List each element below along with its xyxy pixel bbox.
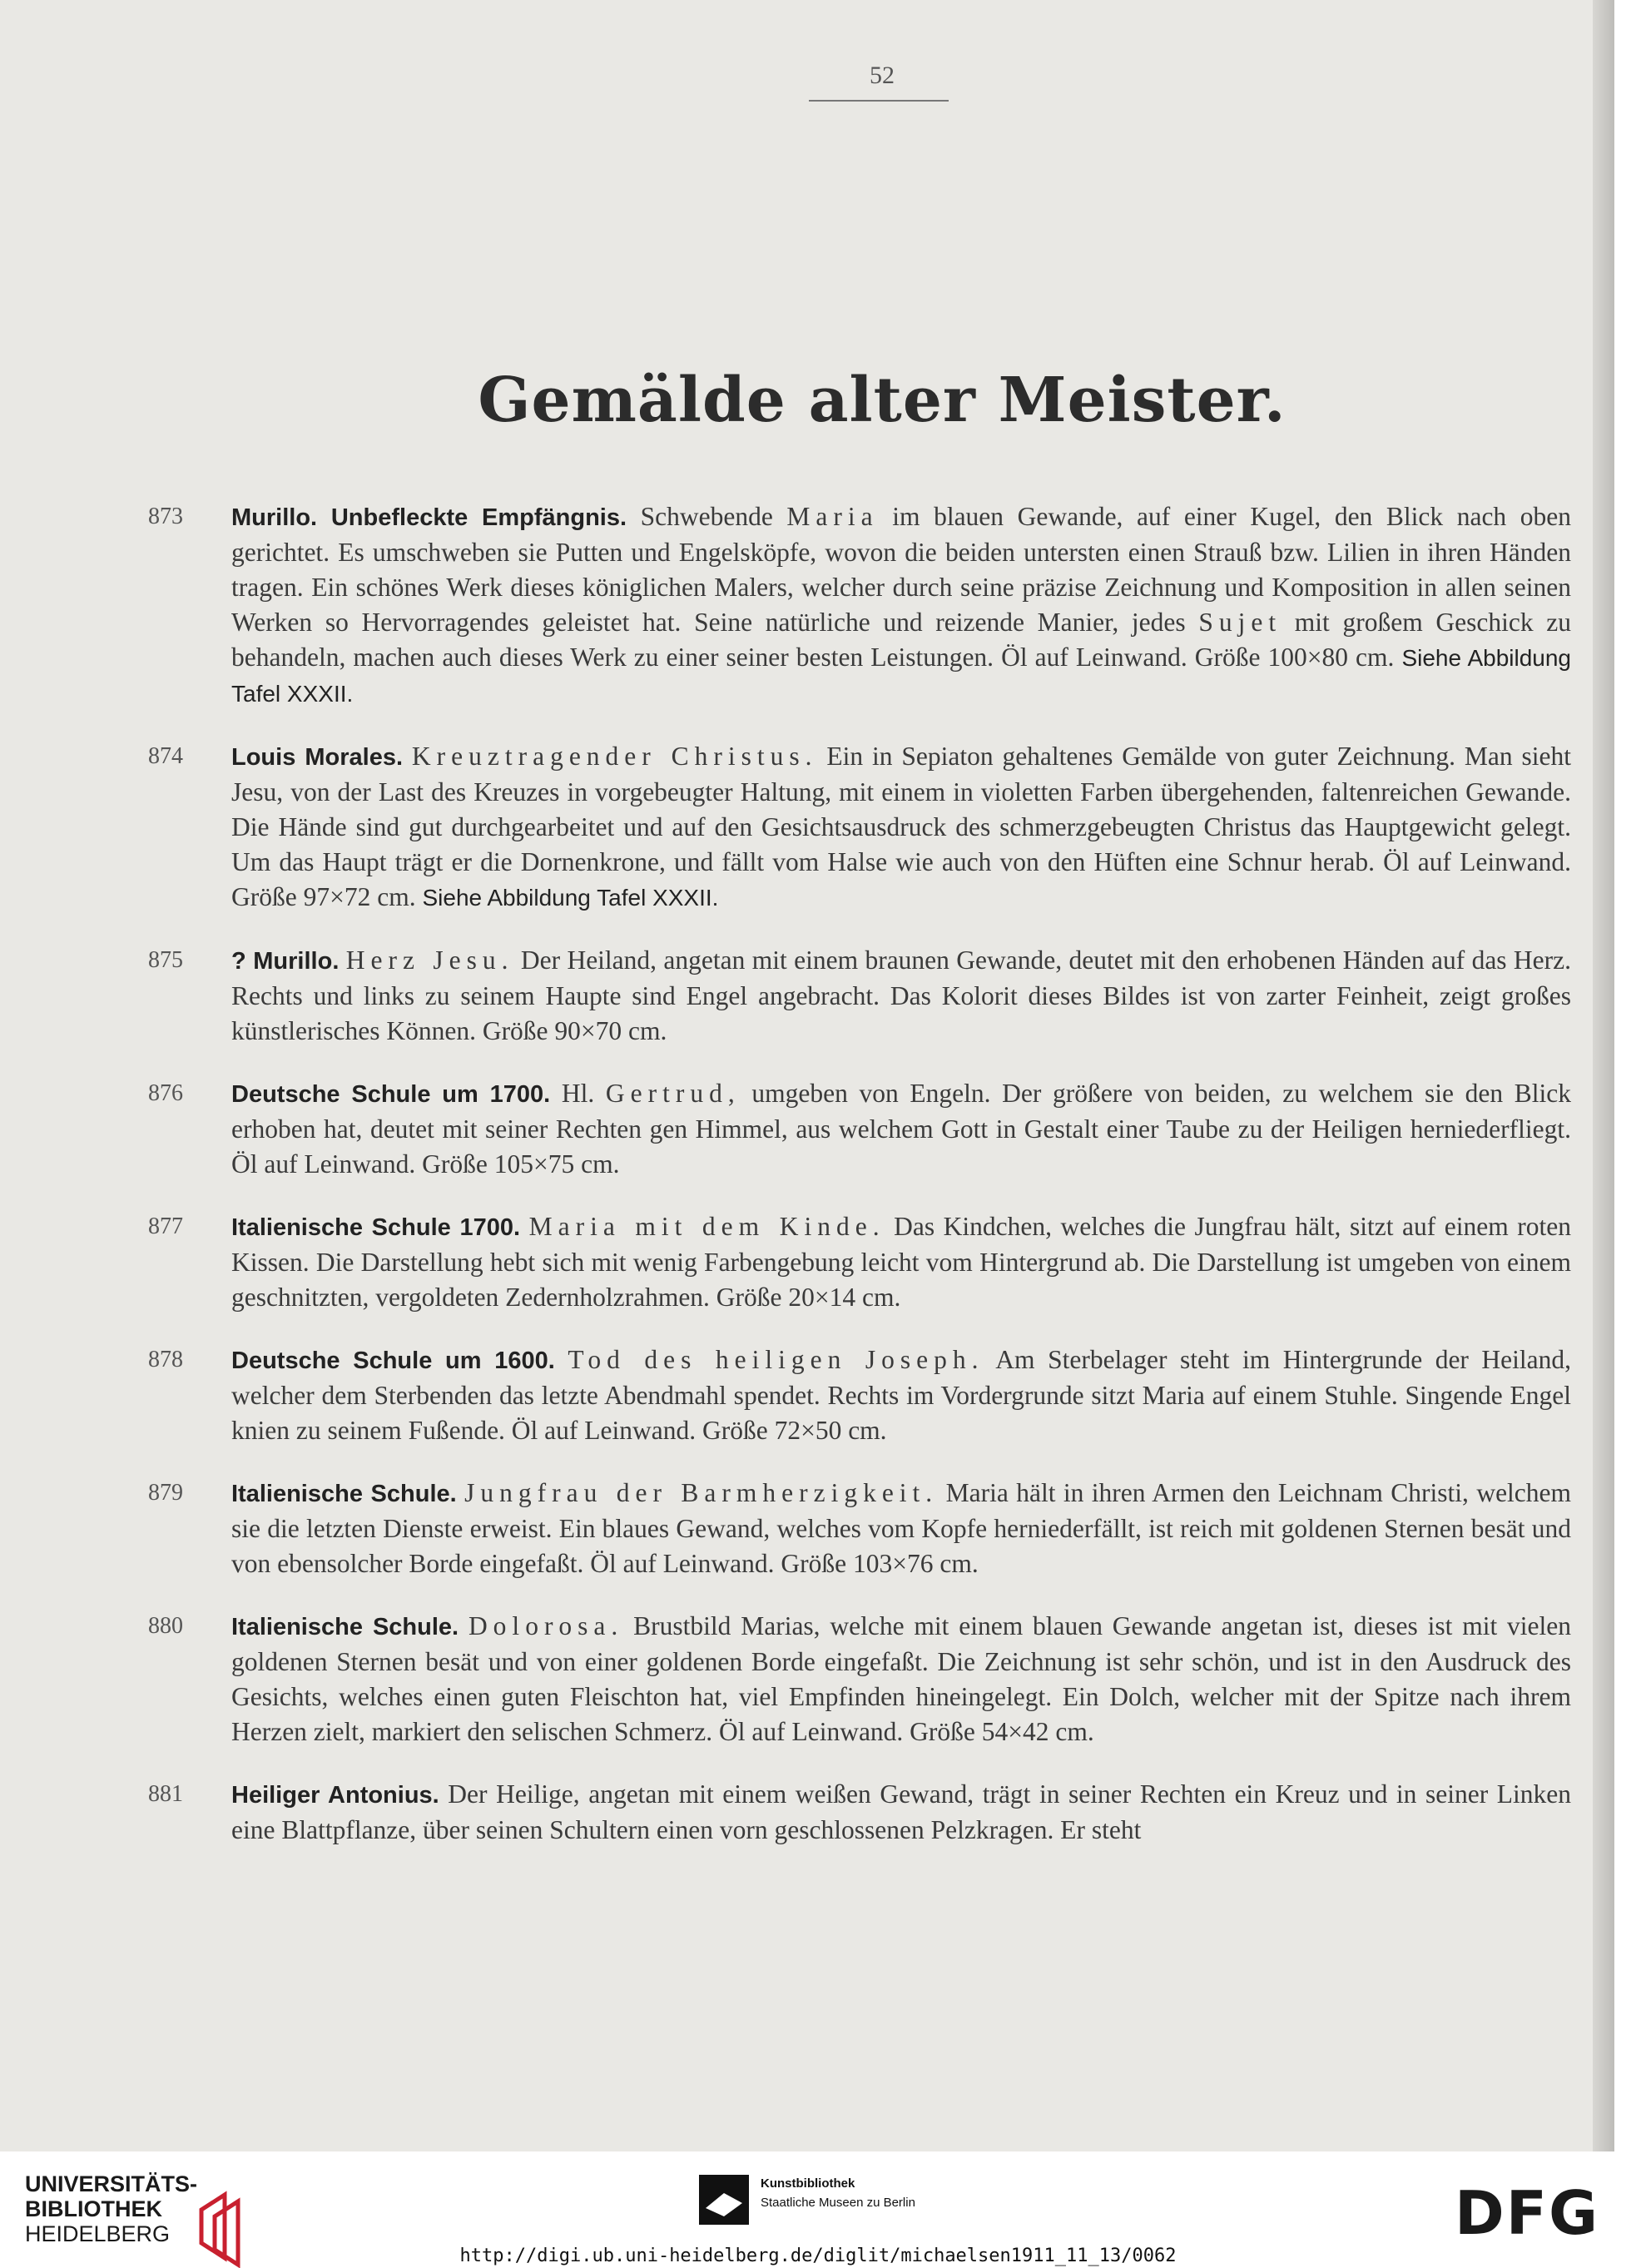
ub-logo-line: UNIVERSITÄTS- (25, 2171, 198, 2196)
entry-artist: Heiliger Antonius. (231, 1782, 439, 1809)
kunstbibliothek-subtitle: Staatliche Museen zu Berlin (761, 2196, 915, 2210)
entry-artist: Louis Morales. (231, 744, 404, 771)
entry-title: Maria mit dem Kinde. (528, 1212, 885, 1241)
page-number: 52 (870, 62, 895, 89)
catalogue-entry (148, 1476, 1571, 1581)
entry-text: Der Heilige, angetan mit einem weißen Gewand, trägt in seiner Rechten ein Kreuz und in seiner Linken eine Blattpflanze, über seinen Schultern einen vorn geschlossenen Pelzkragen. Er steht (231, 1779, 1571, 1844)
entry-title: Tod des heiligen Joseph. (568, 1345, 984, 1374)
entry-text: Brustbild Marias, welche mit einem blauen Gewande angetan ist, dieses ist mit vielen goldenen Sternen besät und von einer goldenen Borde eingefaßt. Die Zeichnung ist sehr schön, und ist in den Ausdruck des Gesichts, welches einen guten Fleischton hat, viel Empfinden hineingelegt. Ein Dolch, welcher mit der Spitze nach ihrem Herzen zielt, markiert den selischen Schmerz. Öl auf Leinwand. Größe 54×42 cm. (231, 1611, 1571, 1746)
entry-number: 874 (148, 743, 183, 769)
entry-number: 875 (148, 947, 183, 973)
entry-spaced-word: Sujet (1198, 608, 1282, 637)
entry-title: Jungfrau der Barmherzigkeit. (464, 1478, 939, 1507)
entry-title: Gertrud, (605, 1079, 741, 1108)
entry-text: umgeben von Engeln. Der größere von beiden, zu welchem sie den Blick erhoben hat, deutet mit seiner Rechten gen Himmel, aus welchem Gott in Gestalt einer Taube zu der Heiligen herniederfliegt. Öl auf Leinwand. Größe 105×75 cm. (231, 1079, 1572, 1179)
kunstbibliothek-mark-icon (699, 2175, 749, 2225)
entry-number: 879 (148, 1480, 183, 1506)
page-edge-shadow (1593, 0, 1614, 2151)
catalogue-entries (148, 499, 1571, 1875)
entry-title: Kreuztragender Christus. (411, 742, 818, 771)
entry-text: Ein in Sepiaton gehaltenes Gemälde von guter Zeichnung. Man sieht Jesu, von der Last des Kreuzes in vorgebeugter Haltung, mit einem in violetten Farben übergehenden, faltenreichen Gewande. Die Hände sind gut durchgearbeitet und auf den Gesichtsausdruck des schmerzgebeugten Christus das Hauptgewicht gelegt. Um das Haupt trägt er die Dornenkrone, und fällt vom Halse wie auch von den Hüften eine Schnur herab. Öl auf Leinwand. Größe 97×72 cm. (231, 742, 1571, 911)
catalogue-entry (148, 943, 1571, 1049)
catalogue-entry (148, 739, 1571, 916)
entry-number: 881 (148, 1781, 183, 1807)
dfg-logo[interactable]: DFG (1455, 2178, 1600, 2248)
entry-number: 877 (148, 1213, 183, 1239)
entry-reference: Siehe Abbildung Tafel XXXII. (231, 645, 1571, 707)
entry-text: Der Heiland, angetan mit einem braunen Gewande, deutet mit den erhobenen Händen auf das Herz. Rechts und links zu seinem Haupte sind Engel angebracht. Das Kolorit dieses Bildes ist von zarter Feinheit, zeigt großes künstlerisches Können. Größe 90×70 cm. (231, 945, 1572, 1045)
entry-title: Dolorosa. (468, 1611, 624, 1640)
entry-number: 878 (148, 1347, 183, 1372)
kunstbibliothek-title: Kunstbibliothek (761, 2176, 855, 2191)
entry-artist: ? Murillo. (231, 948, 340, 975)
entry-artist: Italienische Schule. (231, 1614, 459, 1640)
entry-spaced-word: Maria (786, 502, 879, 531)
entry-title: Herz Jesu. (345, 945, 514, 975)
ub-heidelberg-logo[interactable] (25, 2171, 197, 2246)
entry-artist: Italienische Schule 1700. (231, 1214, 521, 1241)
entry-number: 873 (148, 504, 183, 529)
ub-logo-line: BIBLIOTHEK (25, 2196, 162, 2221)
entry-text: Hl. (550, 1079, 606, 1108)
entry-text: im blauen Gewande, auf einer Kugel, den Blick nach oben gerichtet. Es umschweben sie Putten und Engelsköpfe, wovon die beiden untersten einen Strauß bzw. Lilien in ihren Händen tragen. Ein schönes Werk dieses königlichen Malers, welcher durch seine präzise Zeichnung und Komposition in allen seinen Werken so Hervorragendes geleistet hat. Seine natürliche und reizende Manier, jedes (231, 502, 1571, 637)
entry-reference: Siehe Abbildung Tafel XXXII. (422, 885, 719, 911)
ub-logo-line: HEIDELBERG (25, 2221, 171, 2246)
section-heading: Gemälde alter Meister. (478, 365, 1286, 436)
entry-artist: Deutsche Schule um 1700. (231, 1081, 551, 1108)
entry-artist: Deutsche Schule um 1600. (231, 1347, 555, 1374)
catalogue-entry (148, 1076, 1571, 1182)
entry-number: 880 (148, 1613, 183, 1639)
catalogue-entry (148, 499, 1571, 712)
entry-text: Am Sterbelager steht im Hintergrunde der Heiland, welcher dem Sterbenden das letzte Abendmahl spendet. Rechts im Vordergrunde sitzt Maria auf einem Stuhle. Singende Engel knien zu seinem Fußende. Öl auf Leinwand. Größe 72×50 cm. (231, 1345, 1572, 1445)
page-number-rule (809, 100, 949, 102)
entry-artist: Italienische Schule. (231, 1481, 457, 1507)
entry-text: Das Kindchen, welches die Jungfrau hält, sitzt auf einem roten Kissen. Die Darstellung hebt sich mit wenig Farbengebung leicht vom Hintergrund ab. Die Darstellung ist umgeben von einem geschnitzten, vergoldeten Zedernholzrahmen. Größe 20×14 cm. (231, 1212, 1572, 1312)
catalogue-entry (148, 1777, 1571, 1848)
entry-text: mit großem Geschick zu behandeln, machen auch dieses Werk zu einer seiner besten Leistungen. Öl auf Leinwand. Größe 100×80 cm. (231, 608, 1571, 672)
catalogue-entry (148, 1209, 1571, 1315)
entry-text: Maria hält in ihren Armen den Leichnam Christi, welchem sie die letzten Dienste erweist. Ein blaues Gewand, welches vom Kopfe herniederfällt, ist reich mit goldenen Sternen besät und von ebensolcher Borde eingefaßt. Öl auf Leinwand. Größe 103×76 cm. (231, 1478, 1572, 1578)
entry-text: Schwebende (627, 502, 787, 531)
entry-artist: Murillo. Unbefleckte Empfängnis. (231, 504, 627, 531)
document-url[interactable]: http://digi.ub.uni-heidelberg.de/diglit/michaelsen1911_11_13/0062 (459, 2246, 1177, 2266)
catalogue-entry (148, 1342, 1571, 1448)
entry-number: 876 (148, 1080, 183, 1106)
catalogue-entry (148, 1609, 1571, 1749)
